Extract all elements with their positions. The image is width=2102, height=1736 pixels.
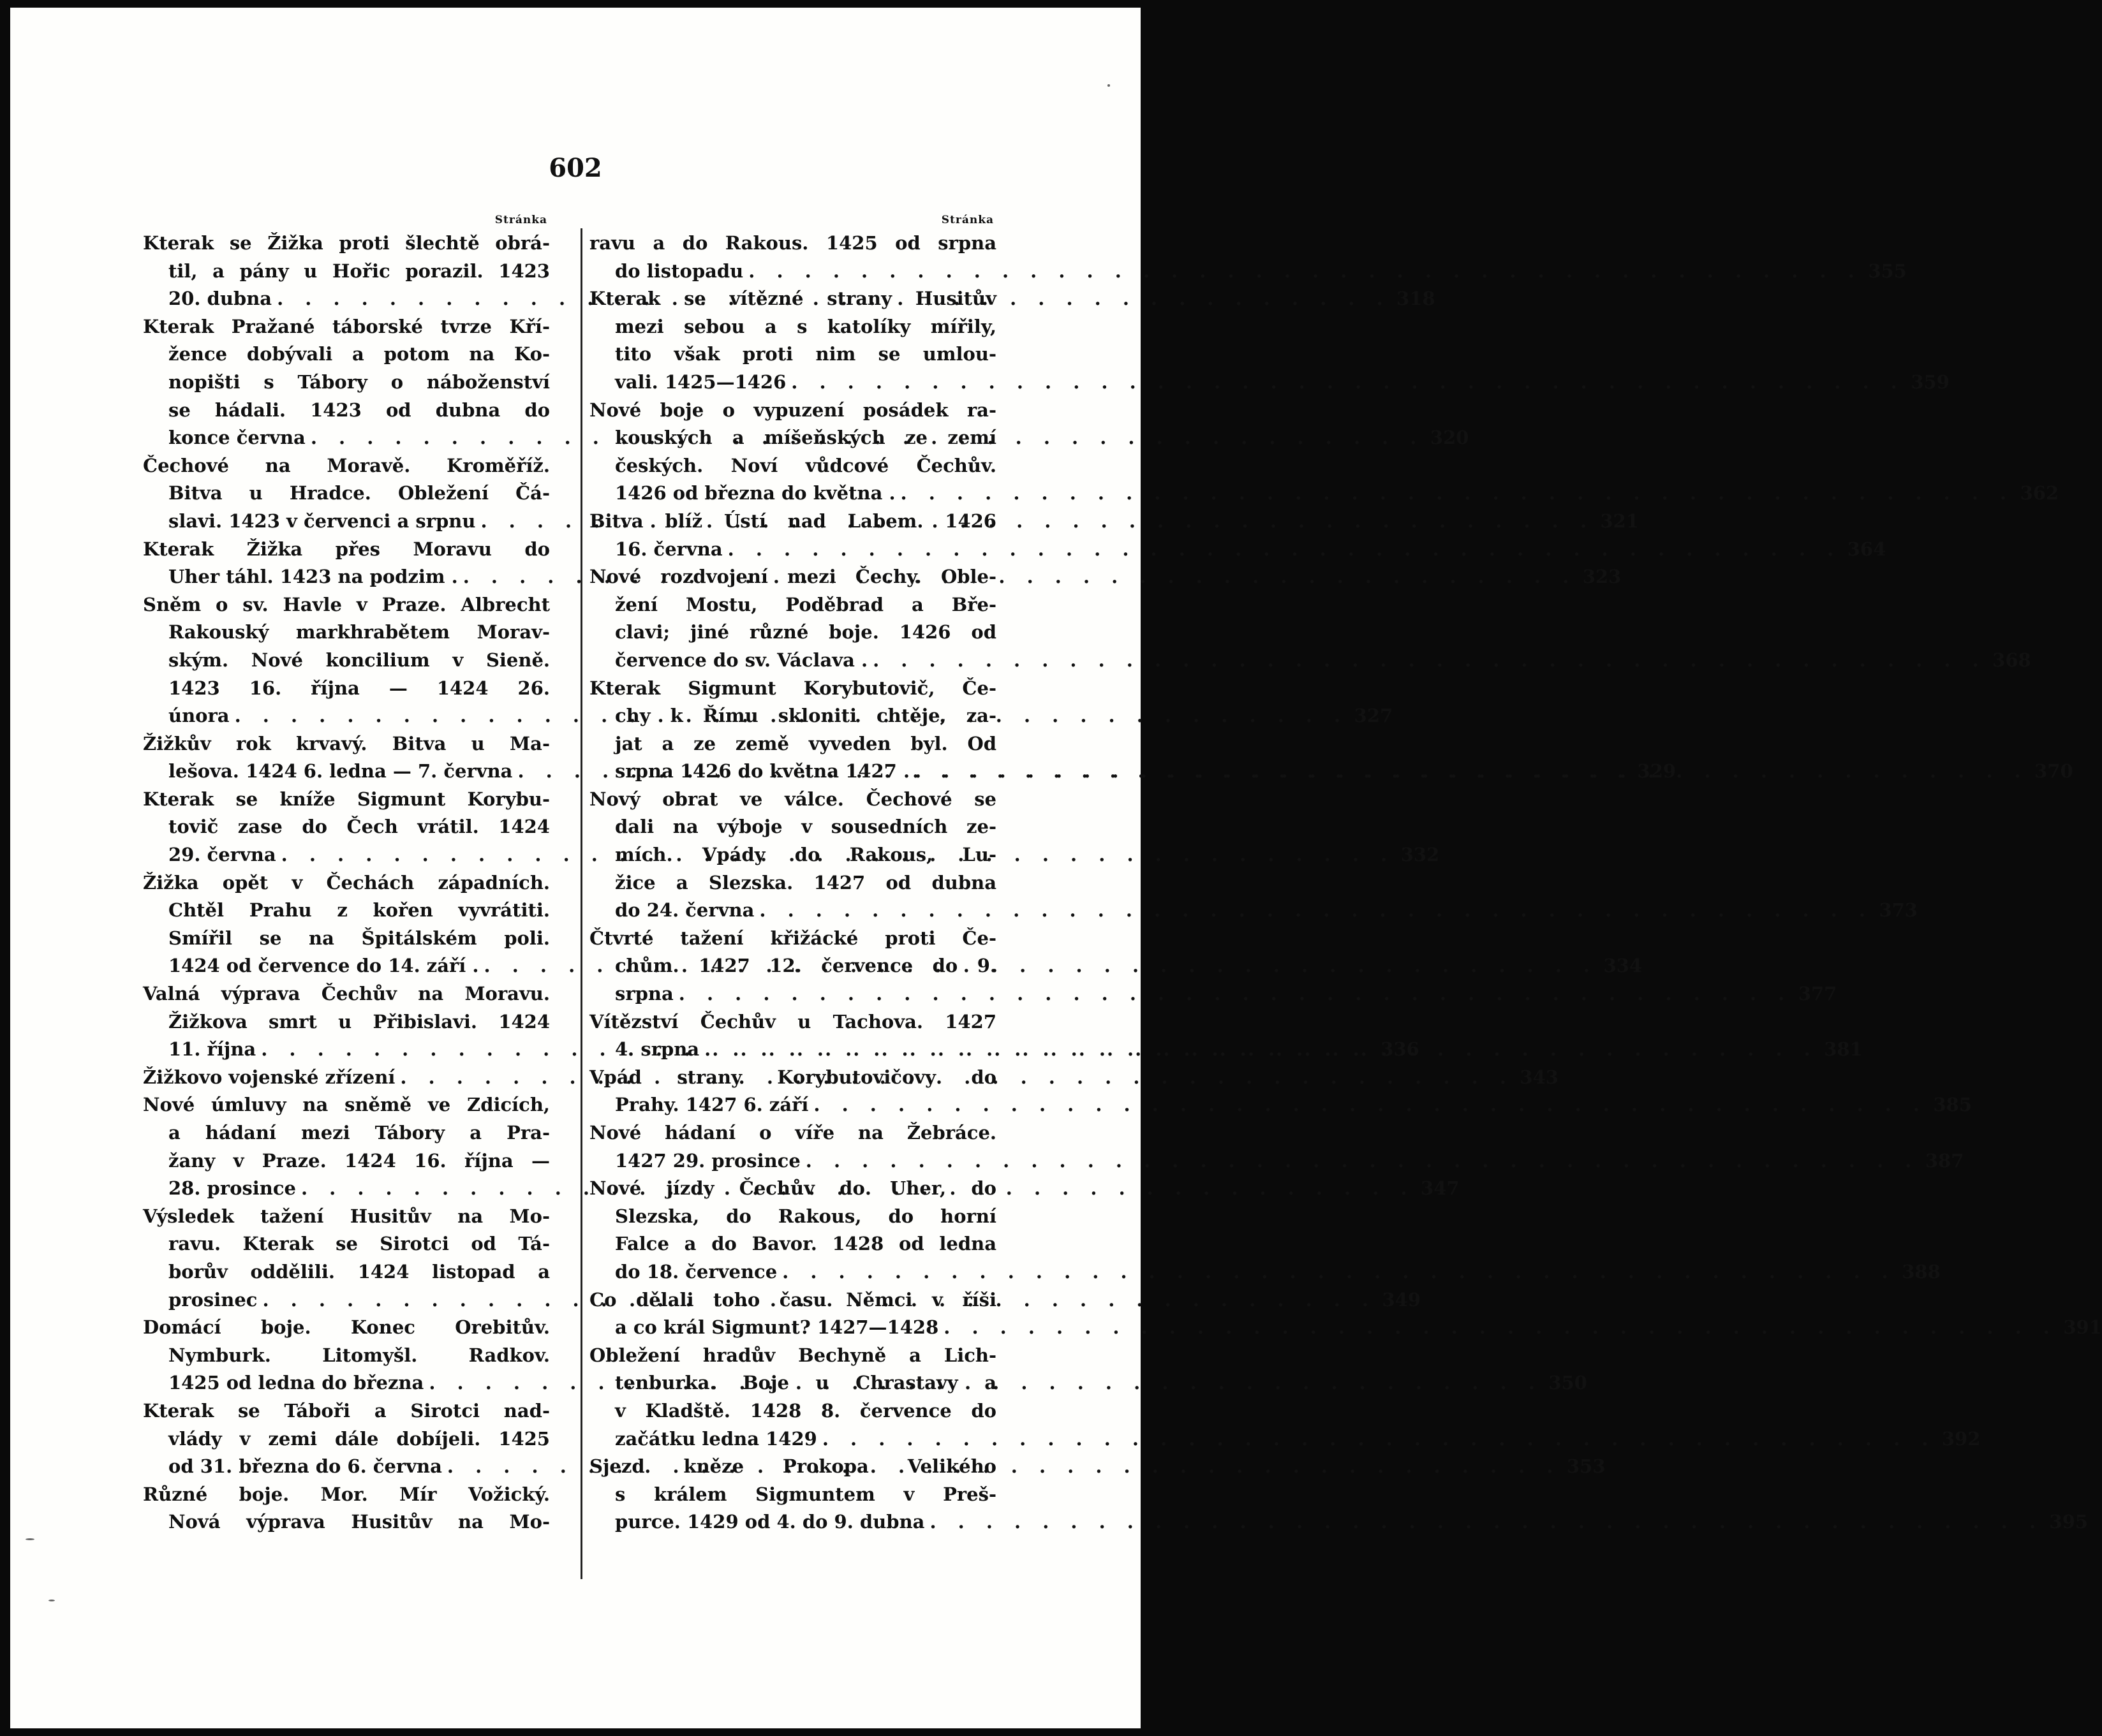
toc-entry-text: Vpád strany Korybutovičovy do bbox=[589, 1066, 996, 1088]
toc-entry-line bbox=[143, 1230, 550, 1258]
toc-entry-text: Bitva blíž Ústí nad Labem. 1426 bbox=[589, 510, 996, 532]
toc-entry-text: Kterak se vítězné strany Husitův bbox=[589, 288, 996, 310]
toc-entry-text: Čtvrté tažení křižácké proti Če- bbox=[589, 927, 996, 949]
toc-entry-text: Nový obrat ve válce. Čechové se bbox=[589, 788, 996, 810]
toc-entry-line bbox=[589, 536, 1886, 564]
toc-page-number: 395 bbox=[2049, 1511, 2089, 1533]
print-speck bbox=[48, 1600, 55, 1601]
toc-entry-text: Nymburk. Litomyšl. Radkov. bbox=[168, 1344, 550, 1366]
toc-entry-line bbox=[589, 1286, 996, 1314]
toc-page-number: 334 bbox=[1603, 955, 1643, 977]
toc-entry-text: žice a Slezska. 1427 od dubna bbox=[615, 871, 996, 894]
toc-entry-text: Valná výprava Čechův na Moravu. bbox=[143, 983, 550, 1005]
toc-entry-line bbox=[589, 1175, 996, 1203]
toc-entry-text: 1425 od ledna do března bbox=[168, 1372, 424, 1394]
toc-page-number: 327 bbox=[1354, 705, 1393, 727]
toc-entry-line bbox=[143, 1481, 550, 1509]
toc-entry-line bbox=[589, 1230, 996, 1258]
toc-entry-text: v Kladště. 1428 8. července do bbox=[615, 1399, 996, 1422]
toc-entry-text: chům. 1427 12. července do 9. bbox=[615, 955, 996, 977]
toc-entry-line bbox=[589, 675, 996, 703]
toc-entry-text: ským. Nové koncilium v Sieně. bbox=[168, 649, 550, 671]
toc-entry-line bbox=[143, 369, 550, 397]
toc-entry-line bbox=[143, 480, 550, 508]
toc-page-number: 320 bbox=[1430, 427, 1469, 449]
toc-entry-text: 16. června bbox=[615, 538, 723, 560]
toc-page-number: 343 bbox=[1520, 1066, 1558, 1088]
toc-entry-text: borův oddělili. 1424 listopad a bbox=[168, 1260, 550, 1283]
toc-entry-text: jat a ze země vyveden byl. Od bbox=[615, 732, 996, 754]
toc-entry-line bbox=[589, 424, 996, 452]
toc-entry-text: Domácí boje. Konec Orebitův. bbox=[143, 1316, 550, 1339]
toc-entry-text: Falce a do Bavor. 1428 od ledna bbox=[615, 1233, 996, 1255]
toc-entry-text: Sněm o sv. Havle v Praze. Albrecht bbox=[143, 593, 550, 615]
toc-entry-line bbox=[143, 452, 550, 480]
toc-page-number: 364 bbox=[1847, 538, 1886, 560]
toc-entry-text: Kterak Sigmunt Korybutovič, Če- bbox=[589, 677, 996, 699]
toc-entry-text: Sjezd kněze Prokopa Velikého bbox=[589, 1455, 996, 1478]
leader-dots bbox=[910, 758, 2029, 786]
toc-entry-line bbox=[143, 1508, 550, 1536]
toc-entry-line bbox=[589, 258, 1907, 286]
toc-entry-line bbox=[589, 1369, 996, 1397]
toc-page-number: 392 bbox=[1941, 1427, 1981, 1450]
toc-entry-text: 29. června bbox=[168, 844, 276, 866]
toc-entry-line bbox=[589, 1203, 996, 1231]
toc-entry-text: Výsledek tažení Husitův na Mo- bbox=[143, 1205, 550, 1227]
toc-entry-text: července do sv. Václava . bbox=[615, 649, 868, 671]
toc-entry-line bbox=[589, 1064, 996, 1092]
toc-entry-text: Slezska, do Rakous, do horní bbox=[615, 1205, 996, 1227]
toc-page-number: 350 bbox=[1548, 1372, 1587, 1394]
leader-dots bbox=[801, 1147, 1920, 1175]
toc-entry-line bbox=[589, 1008, 996, 1036]
toc-entry-line bbox=[589, 591, 996, 619]
toc-entry-text: Obležení hradův Bechyně a Lich- bbox=[589, 1344, 996, 1366]
toc-entry-line bbox=[143, 647, 550, 675]
toc-entry-text: Nové úmluvy na sněmě ve Zdicích, bbox=[143, 1094, 550, 1116]
toc-entry-line bbox=[143, 1258, 550, 1286]
toc-entry-text: Rakouský markhrabětem Morav- bbox=[168, 621, 550, 644]
toc-entry-text: 28. prosince bbox=[168, 1177, 296, 1200]
column-header-left: Stránka bbox=[494, 214, 547, 226]
toc-entry-text: Nové boje o vypuzení posádek ra- bbox=[589, 399, 996, 421]
leader-dots bbox=[938, 1314, 2057, 1342]
toc-entry-text: s králem Sigmuntem v Preš- bbox=[615, 1483, 996, 1505]
toc-entry-text: Co dělali toho času Němci v říši bbox=[589, 1288, 996, 1311]
toc-entry-line bbox=[143, 1425, 550, 1453]
leader-dots bbox=[699, 1036, 1818, 1064]
toc-entry-text: do listopadu bbox=[615, 260, 744, 282]
toc-entry bbox=[143, 1481, 550, 1536]
toc-page-number: 353 bbox=[1566, 1455, 1606, 1478]
toc-entry-text: Žižkův rok krvavý. Bitva u Ma- bbox=[143, 732, 550, 754]
toc-entry-text: 1424 od července do 14. září . bbox=[168, 955, 479, 977]
toc-entry-line bbox=[589, 480, 2059, 508]
book-page bbox=[10, 8, 2102, 1728]
toc-entry-line bbox=[143, 786, 550, 814]
toc-entry-text: 1427 29. prosince bbox=[615, 1149, 801, 1172]
toc-page-number: 391 bbox=[2063, 1316, 2102, 1339]
page-number: 602 bbox=[549, 153, 602, 183]
leader-dots bbox=[896, 480, 2015, 508]
toc-entry-text: českých. Noví vůdcové Čechův. bbox=[615, 454, 996, 476]
column-header-right: Stránka bbox=[941, 214, 994, 226]
toc-entry-text: kouských a míšeňských ze zemí bbox=[615, 427, 996, 449]
toc-entry-text: vali. 1425—1426 bbox=[615, 371, 787, 393]
toc-entry-line bbox=[589, 397, 996, 425]
toc-entry-text: Kterak se kníže Sigmunt Korybu- bbox=[143, 788, 550, 810]
toc-page-number: 347 bbox=[1421, 1177, 1460, 1200]
toc-entry-line bbox=[143, 341, 550, 369]
toc-entry-line bbox=[589, 1508, 2089, 1536]
toc-entry-line bbox=[143, 1203, 550, 1231]
toc-entry-line bbox=[143, 980, 550, 1008]
toc-entry-line bbox=[589, 369, 1950, 397]
toc-entry-line bbox=[589, 897, 1918, 925]
toc-entry-text: vlády v zemi dále dobíjeli. 1425 bbox=[168, 1427, 550, 1450]
toc-entry-line bbox=[143, 1397, 550, 1425]
toc-entry-text: a hádaní mezi Tábory a Pra- bbox=[168, 1122, 550, 1144]
toc-entry-text: srpna bbox=[615, 983, 674, 1005]
leader-dots bbox=[868, 647, 1987, 675]
toc-entry-line bbox=[589, 813, 996, 841]
toc-entry-text: til, a pány u Hořic porazil. 1423 bbox=[168, 260, 550, 282]
toc-entry-line bbox=[589, 647, 2031, 675]
leader-dots bbox=[754, 897, 1873, 925]
toc-entry-text: žence dobývali a potom na Ko- bbox=[168, 343, 550, 365]
leader-dots bbox=[777, 1258, 1896, 1286]
toc-entry-line bbox=[143, 1119, 550, 1147]
toc-entry-text: Kterak Pražané táborské tvrze Kří- bbox=[143, 315, 550, 337]
toc-entry-line bbox=[589, 1342, 996, 1370]
toc-entry-line bbox=[143, 230, 550, 258]
toc-entry-line bbox=[143, 869, 550, 897]
toc-entry-text: Kterak se Táboři a Sirotci nad- bbox=[143, 1399, 550, 1422]
toc-entry-text: Žižka opět v Čechách západních. bbox=[143, 871, 550, 894]
leader-dots bbox=[924, 1508, 2043, 1536]
toc-entry-text: 4. srpna bbox=[615, 1038, 700, 1061]
toc-page-number: 370 bbox=[2034, 760, 2073, 783]
toc-entry-text: Bitva u Hradce. Obležení Čá- bbox=[168, 482, 550, 504]
toc-entry-line bbox=[589, 1314, 2102, 1342]
toc-entry-line bbox=[143, 1147, 550, 1175]
toc-entry-text: od 31. března do 6. června bbox=[168, 1455, 442, 1478]
toc-entry-line bbox=[589, 841, 996, 869]
toc-entry-text: Vítězství Čechův u Tachova. 1427 bbox=[589, 1010, 996, 1033]
toc-entry-line bbox=[143, 258, 550, 286]
leader-dots bbox=[817, 1425, 1936, 1453]
toc-page-number: 368 bbox=[1992, 649, 2031, 671]
toc-entry-text: Nové rozdvojení mezi Čechy. Oble- bbox=[589, 566, 996, 588]
toc-entry-text: do 24. června bbox=[615, 899, 755, 922]
toc-page-number: 373 bbox=[1879, 899, 1918, 922]
toc-entry-text: Nová výprava Husitův na Mo- bbox=[168, 1511, 550, 1533]
toc-entry-text: do 18. července bbox=[615, 1260, 778, 1283]
toc-entry-line bbox=[143, 313, 550, 341]
toc-entry-text: Čechové na Moravě. Kroměříž. bbox=[143, 454, 550, 476]
toc-entry-text: tovič zase do Čech vrátil. 1424 bbox=[168, 816, 550, 838]
toc-entry-text: a co král Sigmunt? 1427—1428 bbox=[615, 1316, 939, 1339]
toc-entry-text: Žižkova smrt u Přibislavi. 1424 bbox=[168, 1010, 550, 1033]
toc-entry-text: začátku ledna 1429 bbox=[615, 1427, 817, 1450]
toc-entry-line bbox=[589, 1147, 1964, 1175]
toc-entry-text: prosinec bbox=[168, 1288, 258, 1311]
toc-entry-text: tito však proti nim se umlou- bbox=[615, 343, 996, 365]
toc-page-number: 388 bbox=[1902, 1260, 1941, 1283]
toc-entry-line bbox=[143, 730, 550, 758]
toc-entry-line bbox=[589, 980, 1837, 1008]
leader-dots bbox=[674, 980, 1793, 1008]
toc-entry-text: Uher táhl. 1423 na podzim . bbox=[168, 566, 458, 588]
toc-entry-text: konce června bbox=[168, 427, 306, 449]
leader-dots bbox=[786, 369, 1905, 397]
toc-entry-text: Kterak se Žižka proti šlechtě obrá- bbox=[143, 232, 550, 254]
toc-page-number: 362 bbox=[2020, 482, 2059, 504]
leader-dots bbox=[808, 1091, 1927, 1119]
toc-entry-line bbox=[589, 619, 996, 647]
toc-page-number: 318 bbox=[1396, 288, 1435, 310]
toc-entry-line bbox=[589, 1481, 996, 1509]
toc-entry-text: února bbox=[168, 705, 230, 727]
print-speck bbox=[26, 1538, 34, 1540]
toc-entry-line bbox=[143, 619, 550, 647]
toc-entry-line bbox=[143, 925, 550, 953]
toc-entry-text: slavi. 1423 v červenci a srpnu bbox=[168, 510, 476, 532]
toc-entry-line bbox=[589, 563, 996, 591]
toc-entry-line bbox=[589, 925, 996, 953]
toc-entry-text: nopišti s Tábory o náboženství bbox=[168, 371, 550, 393]
toc-entry-line bbox=[143, 536, 550, 564]
toc-entry-text: Různé boje. Mor. Mír Vožický. bbox=[143, 1483, 550, 1505]
toc-entry-text: Chtěl Prahu z kořen vyvrátiti. bbox=[168, 899, 550, 922]
toc-page-number: 323 bbox=[1582, 566, 1622, 588]
toc-entry-text: ravu. Kterak se Sirotci od Tá- bbox=[168, 1233, 550, 1255]
toc-entry-line bbox=[143, 591, 550, 619]
toc-entry-line bbox=[143, 1314, 550, 1342]
toc-entry-text: 20. dubna bbox=[168, 288, 272, 310]
toc-entry-text: se hádali. 1423 od dubna do bbox=[168, 399, 550, 421]
toc-entry-line bbox=[589, 341, 996, 369]
toc-page-number: 387 bbox=[1925, 1149, 1964, 1172]
toc-page-number: 381 bbox=[1824, 1038, 1863, 1061]
toc-page-number: 377 bbox=[1798, 983, 1837, 1005]
column-divider bbox=[581, 228, 582, 1579]
toc-entry-line bbox=[589, 313, 996, 341]
toc-page-number: 336 bbox=[1380, 1038, 1419, 1061]
toc-page-number: 332 bbox=[1400, 844, 1440, 866]
toc-entry-text: Prahy. 1427 6. září bbox=[615, 1094, 809, 1116]
toc-page-number: 355 bbox=[1868, 260, 1907, 282]
toc-entry-line bbox=[589, 1425, 1981, 1453]
toc-page-number: 359 bbox=[1911, 371, 1950, 393]
leader-dots bbox=[723, 536, 1842, 564]
toc-entry-text: mezi sebou a s katolíky mířily, bbox=[615, 315, 996, 337]
toc-entry-text: Žižkovo vojenské zřízení bbox=[143, 1066, 396, 1088]
toc-entry-text: clavi; jiné různé boje. 1426 od bbox=[615, 621, 996, 644]
toc-entry-text: 1426 od března do května . bbox=[615, 482, 896, 504]
toc-entry-line bbox=[589, 1119, 996, 1147]
toc-entry-text: chy k Římu skloniti chtěje, za- bbox=[615, 705, 996, 727]
toc-entry-line bbox=[589, 452, 996, 480]
toc-entry-line bbox=[143, 1008, 550, 1036]
toc-entry-line bbox=[589, 730, 996, 758]
leader-dots bbox=[743, 258, 1862, 286]
toc-entry-text: ravu a do Rakous. 1425 od srpna bbox=[589, 232, 996, 254]
toc-entry-line bbox=[589, 786, 996, 814]
toc-entry-text: žany v Praze. 1424 16. října — bbox=[168, 1149, 550, 1172]
toc-page-number: 329 bbox=[1637, 760, 1676, 783]
toc-entry-text: dali na výboje v sousedních ze- bbox=[615, 816, 996, 838]
toc-entry-line bbox=[143, 1091, 550, 1119]
toc-entry-line bbox=[589, 1091, 1972, 1119]
toc-entry-line bbox=[589, 702, 996, 730]
toc-entry-text: srpna 1426 do května 1427 . bbox=[615, 760, 910, 783]
toc-entry-line bbox=[589, 869, 996, 897]
toc-entry-text: lešova. 1424 6. ledna — 7. června bbox=[168, 760, 513, 783]
toc-entry-text: Kterak Žižka přes Moravu do bbox=[143, 538, 550, 560]
toc-entry-text: žení Mostu, Poděbrad a Bře- bbox=[615, 593, 996, 615]
toc-entry-line bbox=[589, 230, 996, 258]
toc-page-number: 349 bbox=[1382, 1288, 1421, 1311]
toc-page-number: 321 bbox=[1600, 510, 1639, 532]
toc-entry-line bbox=[589, 1397, 996, 1425]
toc-entry-line bbox=[589, 285, 996, 313]
toc-entry-line bbox=[143, 675, 550, 703]
toc-entry-text: Smířil se na Špitálském poli. bbox=[168, 927, 550, 949]
toc-entry bbox=[589, 230, 1907, 285]
toc-entry-line bbox=[589, 952, 996, 980]
toc-entry-line bbox=[589, 508, 996, 536]
toc-entry-text: 1423 16. října — 1424 26. bbox=[168, 677, 550, 699]
toc-entry-text: Nové jízdy Čechův do Uher, do bbox=[589, 1177, 996, 1200]
toc-entry-line bbox=[143, 1342, 550, 1370]
toc-entry-text: purce. 1429 od 4. do 9. dubna bbox=[615, 1511, 925, 1533]
toc-entry-text: tenburka. Boje u Chrastavy a bbox=[615, 1372, 996, 1394]
toc-entry-text: Nové hádaní o víře na Žebráce. bbox=[589, 1122, 996, 1144]
print-speck bbox=[1107, 84, 1110, 87]
toc-entry-text: 11. října bbox=[168, 1038, 256, 1061]
toc-entry-line bbox=[143, 897, 550, 925]
toc-entry-line bbox=[589, 1258, 1941, 1286]
toc-page-number: 385 bbox=[1933, 1094, 1972, 1116]
toc-entry bbox=[589, 1119, 1964, 1175]
toc-entry-text: mích. Vpády do Rakous, Lu- bbox=[615, 844, 996, 866]
toc-entry-line bbox=[143, 397, 550, 425]
toc-entry-line bbox=[143, 813, 550, 841]
toc-entry-line bbox=[589, 1453, 996, 1481]
